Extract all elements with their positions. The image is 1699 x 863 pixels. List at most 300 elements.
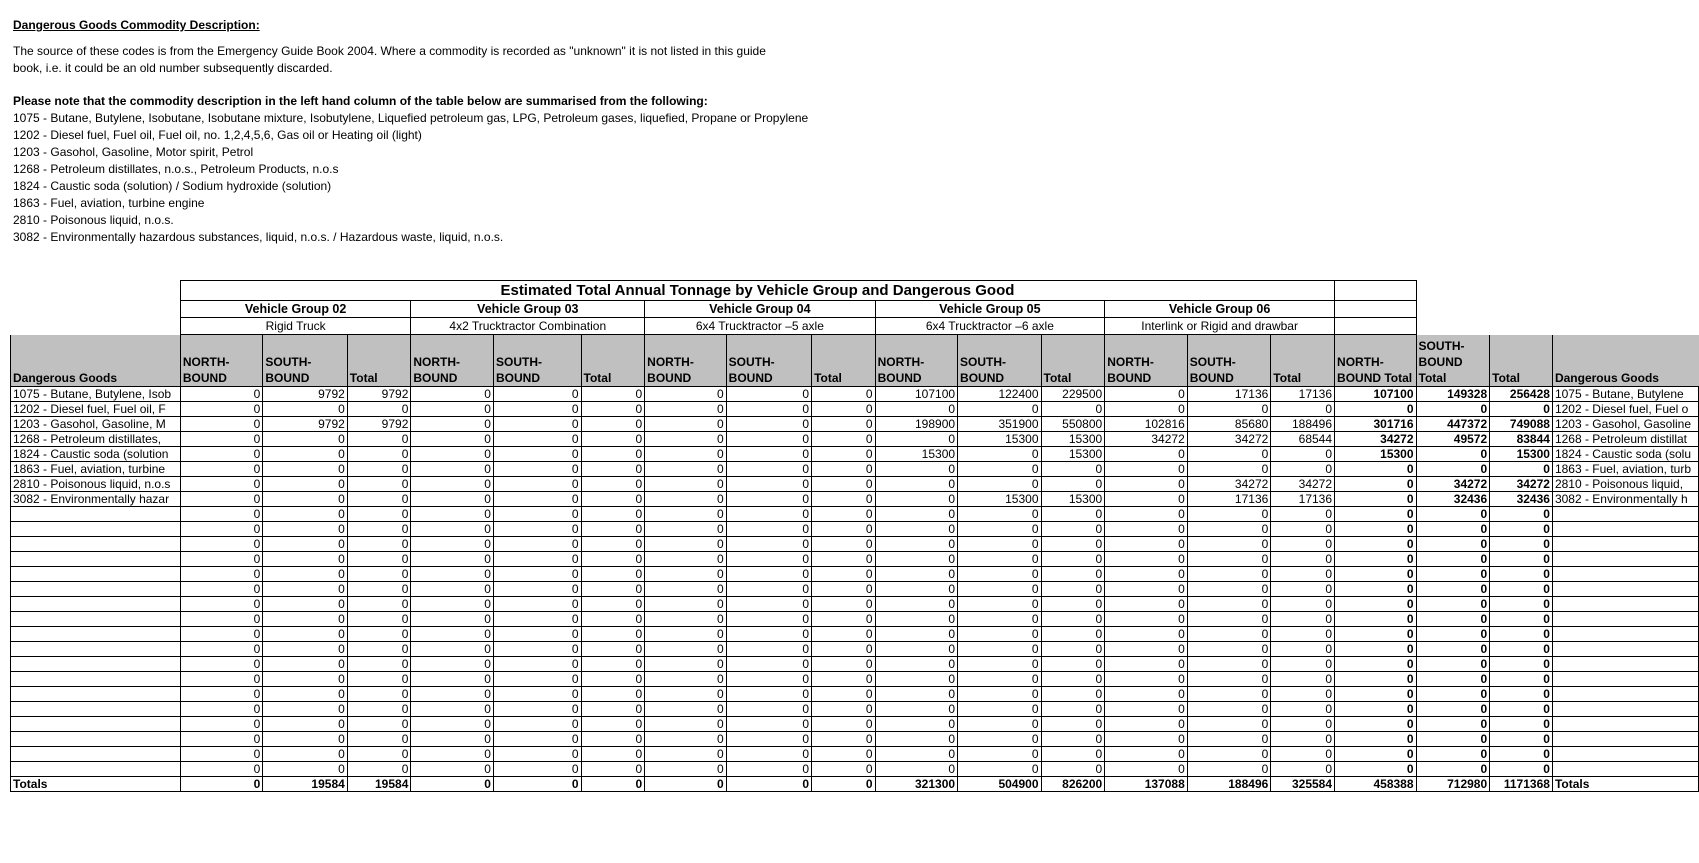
header-northbound: NORTH- BOUND bbox=[1105, 335, 1188, 387]
header-southbound: SOUTH- BOUND bbox=[263, 335, 347, 387]
value-cell: 0 bbox=[875, 597, 957, 612]
value-cell: 15300 bbox=[1041, 492, 1105, 507]
value-cell: 0 bbox=[1187, 672, 1271, 687]
spacer-cell bbox=[11, 301, 181, 318]
value-cell: 83844 bbox=[1490, 432, 1553, 447]
value-cell: 0 bbox=[1335, 642, 1417, 657]
value-cell: 0 bbox=[493, 477, 581, 492]
vehicle-group-heading: Vehicle Group 06 bbox=[1105, 301, 1335, 318]
value-cell: 0 bbox=[1271, 627, 1335, 642]
value-cell: 0 bbox=[1490, 642, 1553, 657]
value-cell: 0 bbox=[726, 732, 811, 747]
value-cell: 0 bbox=[411, 672, 494, 687]
value-cell: 19584 bbox=[347, 777, 411, 792]
value-cell: 0 bbox=[263, 657, 347, 672]
code-list-item: 1824 - Caustic soda (solution) / Sodium hydroxide (solution) bbox=[13, 179, 332, 193]
value-cell: 0 bbox=[726, 687, 811, 702]
value-cell: 0 bbox=[180, 762, 262, 777]
value-cell: 0 bbox=[581, 747, 645, 762]
value-cell: 0 bbox=[958, 582, 1041, 597]
value-cell: 0 bbox=[645, 762, 727, 777]
value-cell: 0 bbox=[645, 687, 727, 702]
spacer-cell bbox=[1490, 281, 1553, 301]
value-cell: 0 bbox=[958, 717, 1041, 732]
code-list-item: 3082 - Environmentally hazardous substances, liquid, n.o.s. / Hazardous waste, liquid, n.o.s. bbox=[13, 230, 504, 244]
intro-source-line-2: book, i.e. it could be an old number subsequently discarded. bbox=[13, 61, 333, 75]
value-cell: 0 bbox=[347, 747, 411, 762]
value-cell: 0 bbox=[1187, 462, 1271, 477]
value-cell: 0 bbox=[1490, 747, 1553, 762]
value-cell: 0 bbox=[493, 717, 581, 732]
row-label-right bbox=[1552, 657, 1698, 672]
value-cell: 0 bbox=[1105, 747, 1188, 762]
value-cell: 0 bbox=[1335, 402, 1417, 417]
value-cell: 0 bbox=[645, 447, 727, 462]
table-row bbox=[11, 702, 1699, 717]
value-cell: 0 bbox=[581, 432, 645, 447]
value-cell: 0 bbox=[581, 777, 645, 792]
value-cell: 0 bbox=[411, 582, 494, 597]
value-cell: 0 bbox=[180, 672, 262, 687]
value-cell: 0 bbox=[726, 657, 811, 672]
value-cell: 0 bbox=[581, 537, 645, 552]
row-label-right bbox=[1552, 612, 1698, 627]
value-cell: 0 bbox=[1490, 597, 1553, 612]
value-cell: 0 bbox=[1041, 627, 1105, 642]
header-northbound: NORTH- BOUND bbox=[875, 335, 957, 387]
row-label-right bbox=[1552, 627, 1698, 642]
value-cell: 107100 bbox=[875, 387, 957, 402]
vehicle-group-heading: Vehicle Group 03 bbox=[411, 301, 645, 318]
table-row bbox=[11, 657, 1699, 672]
value-cell: 0 bbox=[726, 717, 811, 732]
row-label-right: 1824 - Caustic soda (solu bbox=[1552, 447, 1698, 462]
value-cell: 0 bbox=[411, 432, 494, 447]
value-cell: 0 bbox=[726, 537, 811, 552]
value-cell: 0 bbox=[958, 732, 1041, 747]
value-cell: 0 bbox=[1041, 732, 1105, 747]
value-cell: 0 bbox=[581, 567, 645, 582]
value-cell: 0 bbox=[1335, 492, 1417, 507]
value-cell: 0 bbox=[1187, 612, 1271, 627]
value-cell: 0 bbox=[1105, 672, 1188, 687]
row-label-right bbox=[1552, 762, 1698, 777]
value-cell: 749088 bbox=[1490, 417, 1553, 432]
value-cell: 0 bbox=[1335, 477, 1417, 492]
value-cell: 0 bbox=[263, 702, 347, 717]
value-cell: 0 bbox=[581, 717, 645, 732]
value-cell: 0 bbox=[875, 642, 957, 657]
value-cell: 0 bbox=[1335, 747, 1417, 762]
table-row bbox=[11, 582, 1699, 597]
code-list-item: 1268 - Petroleum distillates, n.o.s., Petroleum Products, n.o.s bbox=[13, 162, 339, 176]
value-cell: 0 bbox=[493, 537, 581, 552]
value-cell: 0 bbox=[726, 612, 811, 627]
value-cell: 0 bbox=[180, 597, 262, 612]
table-row bbox=[11, 552, 1699, 567]
value-cell: 0 bbox=[1187, 732, 1271, 747]
value-cell: 0 bbox=[1335, 612, 1417, 627]
value-cell: 0 bbox=[411, 387, 494, 402]
vehicle-group-heading: Vehicle Group 05 bbox=[875, 301, 1105, 318]
value-cell: 0 bbox=[180, 702, 262, 717]
value-cell: 0 bbox=[875, 672, 957, 687]
value-cell: 0 bbox=[812, 672, 875, 687]
value-cell: 0 bbox=[1490, 612, 1553, 627]
header-southbound: SOUTH- BOUND bbox=[726, 335, 811, 387]
value-cell: 0 bbox=[347, 432, 411, 447]
value-cell: 0 bbox=[812, 762, 875, 777]
value-cell: 0 bbox=[411, 732, 494, 747]
value-cell: 0 bbox=[1041, 612, 1105, 627]
value-cell: 0 bbox=[493, 582, 581, 597]
spacer-cell bbox=[1416, 281, 1490, 301]
value-cell: 0 bbox=[645, 732, 727, 747]
value-cell: 550800 bbox=[1041, 417, 1105, 432]
value-cell: 0 bbox=[812, 612, 875, 627]
value-cell: 0 bbox=[1041, 717, 1105, 732]
value-cell: 0 bbox=[1335, 507, 1417, 522]
value-cell: 122400 bbox=[958, 387, 1041, 402]
table-row bbox=[11, 477, 1699, 492]
value-cell: 0 bbox=[581, 657, 645, 672]
header-dangerous-goods-right: Dangerous Goods bbox=[1552, 335, 1698, 387]
value-cell: 0 bbox=[347, 762, 411, 777]
value-cell: 9792 bbox=[347, 387, 411, 402]
value-cell: 0 bbox=[726, 402, 811, 417]
value-cell: 447372 bbox=[1416, 417, 1490, 432]
value-cell: 0 bbox=[347, 582, 411, 597]
value-cell: 0 bbox=[875, 552, 957, 567]
value-cell: 0 bbox=[958, 762, 1041, 777]
vehicle-group-subtitle: 6x4 Trucktractor –6 axle bbox=[875, 318, 1105, 335]
value-cell: 0 bbox=[875, 612, 957, 627]
value-cell: 0 bbox=[347, 462, 411, 477]
value-cell: 0 bbox=[411, 507, 494, 522]
value-cell: 0 bbox=[263, 597, 347, 612]
value-cell: 0 bbox=[1105, 462, 1188, 477]
value-cell: 0 bbox=[645, 657, 727, 672]
value-cell: 137088 bbox=[1105, 777, 1188, 792]
vehicle-group-subtitle: Rigid Truck bbox=[180, 318, 411, 335]
value-cell: 0 bbox=[347, 522, 411, 537]
value-cell: 0 bbox=[958, 702, 1041, 717]
value-cell: 0 bbox=[1416, 732, 1490, 747]
value-cell: 0 bbox=[1416, 657, 1490, 672]
row-label-right: 1863 - Fuel, aviation, turb bbox=[1552, 462, 1698, 477]
value-cell: 0 bbox=[726, 762, 811, 777]
value-cell: 0 bbox=[1041, 522, 1105, 537]
value-cell: 0 bbox=[1416, 702, 1490, 717]
value-cell: 0 bbox=[581, 597, 645, 612]
value-cell: 0 bbox=[493, 747, 581, 762]
value-cell: 0 bbox=[875, 462, 957, 477]
value-cell: 0 bbox=[493, 507, 581, 522]
value-cell: 0 bbox=[263, 462, 347, 477]
row-label bbox=[11, 657, 181, 672]
value-cell: 0 bbox=[1416, 522, 1490, 537]
value-cell: 0 bbox=[347, 732, 411, 747]
value-cell: 0 bbox=[1416, 627, 1490, 642]
value-cell: 0 bbox=[1416, 597, 1490, 612]
value-cell: 0 bbox=[726, 477, 811, 492]
table-row bbox=[11, 627, 1699, 642]
value-cell: 0 bbox=[958, 507, 1041, 522]
value-cell: 102816 bbox=[1105, 417, 1188, 432]
value-cell: 0 bbox=[1041, 672, 1105, 687]
table-row bbox=[11, 567, 1699, 582]
row-label: 1824 - Caustic soda (solution bbox=[11, 447, 181, 462]
value-cell: 34272 bbox=[1105, 432, 1188, 447]
row-label bbox=[11, 687, 181, 702]
value-cell: 0 bbox=[1416, 612, 1490, 627]
value-cell: 0 bbox=[1335, 672, 1417, 687]
value-cell: 0 bbox=[726, 597, 811, 612]
table-title: Estimated Total Annual Tonnage by Vehicle Group and Dangerous Good bbox=[180, 281, 1334, 301]
row-label bbox=[11, 507, 181, 522]
value-cell: 0 bbox=[1271, 582, 1335, 597]
value-cell: 0 bbox=[1105, 387, 1188, 402]
value-cell: 0 bbox=[1041, 702, 1105, 717]
table-row bbox=[11, 492, 1699, 507]
value-cell: 0 bbox=[726, 522, 811, 537]
value-cell: 712980 bbox=[1416, 777, 1490, 792]
value-cell: 0 bbox=[812, 402, 875, 417]
value-cell: 0 bbox=[581, 507, 645, 522]
value-cell: 0 bbox=[1105, 537, 1188, 552]
value-cell: 0 bbox=[1105, 627, 1188, 642]
value-cell: 0 bbox=[1187, 702, 1271, 717]
value-cell: 0 bbox=[958, 462, 1041, 477]
value-cell: 0 bbox=[1490, 537, 1553, 552]
header-northbound: NORTH- BOUND bbox=[180, 335, 262, 387]
row-label bbox=[11, 612, 181, 627]
value-cell: 0 bbox=[645, 627, 727, 642]
value-cell: 0 bbox=[726, 672, 811, 687]
value-cell: 0 bbox=[645, 552, 727, 567]
value-cell: 0 bbox=[812, 417, 875, 432]
value-cell: 0 bbox=[1271, 552, 1335, 567]
header-total: Total bbox=[812, 335, 875, 387]
value-cell: 15300 bbox=[958, 432, 1041, 447]
value-cell: 0 bbox=[1490, 627, 1553, 642]
value-cell: 0 bbox=[1187, 642, 1271, 657]
value-cell: 0 bbox=[812, 477, 875, 492]
code-list-item: 1075 - Butane, Butylene, Isobutane, Isobutane mixture, Isobutylene, Liquefied petroleum gas, LPG, Petroleum gases, liquefied, Propane or Propylene bbox=[13, 111, 809, 125]
code-list-item: 1202 - Diesel fuel, Fuel oil, Fuel oil, no. 1,2,4,5,6, Gas oil or Heating oil (light) bbox=[13, 128, 422, 142]
value-cell: 0 bbox=[1105, 477, 1188, 492]
value-cell: 0 bbox=[1271, 702, 1335, 717]
value-cell: 9792 bbox=[263, 387, 347, 402]
value-cell: 0 bbox=[180, 717, 262, 732]
row-label bbox=[11, 642, 181, 657]
header-northbound: NORTH- BOUND bbox=[645, 335, 727, 387]
row-label-right: 2810 - Poisonous liquid, bbox=[1552, 477, 1698, 492]
value-cell: 0 bbox=[1187, 507, 1271, 522]
value-cell: 0 bbox=[493, 447, 581, 462]
value-cell: 0 bbox=[1335, 657, 1417, 672]
value-cell: 0 bbox=[1187, 597, 1271, 612]
value-cell: 0 bbox=[581, 642, 645, 657]
value-cell: 0 bbox=[493, 672, 581, 687]
value-cell: 0 bbox=[1335, 522, 1417, 537]
value-cell: 198900 bbox=[875, 417, 957, 432]
value-cell: 0 bbox=[581, 552, 645, 567]
value-cell: 0 bbox=[411, 402, 494, 417]
table-row bbox=[11, 597, 1699, 612]
value-cell: 0 bbox=[726, 447, 811, 462]
value-cell: 0 bbox=[347, 642, 411, 657]
value-cell: 0 bbox=[411, 462, 494, 477]
value-cell: 15300 bbox=[1490, 447, 1553, 462]
value-cell: 301716 bbox=[1335, 417, 1417, 432]
value-cell: 0 bbox=[347, 702, 411, 717]
row-label-right bbox=[1552, 582, 1698, 597]
value-cell: 0 bbox=[875, 582, 957, 597]
value-cell: 0 bbox=[1335, 687, 1417, 702]
value-cell: 0 bbox=[493, 402, 581, 417]
value-cell: 0 bbox=[1041, 477, 1105, 492]
value-cell: 0 bbox=[812, 387, 875, 402]
code-list-item: 1863 - Fuel, aviation, turbine engine bbox=[13, 196, 205, 210]
value-cell: 0 bbox=[1271, 567, 1335, 582]
value-cell: 0 bbox=[180, 417, 262, 432]
value-cell: 0 bbox=[263, 537, 347, 552]
value-cell: 0 bbox=[411, 567, 494, 582]
value-cell: 0 bbox=[1335, 462, 1417, 477]
table-row bbox=[11, 687, 1699, 702]
value-cell: 17136 bbox=[1187, 492, 1271, 507]
value-cell: 826200 bbox=[1041, 777, 1105, 792]
value-cell: 0 bbox=[411, 597, 494, 612]
value-cell: 0 bbox=[812, 687, 875, 702]
value-cell: 0 bbox=[347, 627, 411, 642]
value-cell: 0 bbox=[263, 432, 347, 447]
value-cell: 0 bbox=[1490, 522, 1553, 537]
row-label-right bbox=[1552, 642, 1698, 657]
value-cell: 0 bbox=[958, 597, 1041, 612]
value-cell: 0 bbox=[411, 747, 494, 762]
value-cell: 15300 bbox=[875, 447, 957, 462]
header-northbound-total: NORTH- BOUND Total bbox=[1335, 335, 1417, 387]
value-cell: 0 bbox=[493, 432, 581, 447]
value-cell: 0 bbox=[411, 417, 494, 432]
value-cell: 0 bbox=[812, 627, 875, 642]
value-cell: 0 bbox=[180, 627, 262, 642]
value-cell: 0 bbox=[1105, 447, 1188, 462]
value-cell: 0 bbox=[1041, 402, 1105, 417]
value-cell: 0 bbox=[1416, 582, 1490, 597]
value-cell: 0 bbox=[812, 432, 875, 447]
value-cell: 0 bbox=[1335, 717, 1417, 732]
value-cell: 0 bbox=[1271, 717, 1335, 732]
value-cell: 0 bbox=[493, 612, 581, 627]
value-cell: 0 bbox=[726, 462, 811, 477]
value-cell: 0 bbox=[180, 447, 262, 462]
value-cell: 0 bbox=[263, 477, 347, 492]
value-cell: 256428 bbox=[1490, 387, 1553, 402]
value-cell: 0 bbox=[493, 387, 581, 402]
value-cell: 0 bbox=[180, 537, 262, 552]
value-cell: 0 bbox=[347, 717, 411, 732]
value-cell: 9792 bbox=[347, 417, 411, 432]
value-cell: 0 bbox=[812, 447, 875, 462]
row-label bbox=[11, 702, 181, 717]
value-cell: 0 bbox=[411, 687, 494, 702]
value-cell: 0 bbox=[263, 747, 347, 762]
value-cell: 0 bbox=[1187, 657, 1271, 672]
value-cell: 0 bbox=[263, 672, 347, 687]
value-cell: 149328 bbox=[1416, 387, 1490, 402]
value-cell: 0 bbox=[1105, 762, 1188, 777]
spacer-cell bbox=[1490, 318, 1553, 335]
row-label-right bbox=[1552, 717, 1698, 732]
row-label bbox=[11, 732, 181, 747]
value-cell: 0 bbox=[411, 537, 494, 552]
header-total: Total bbox=[1041, 335, 1105, 387]
value-cell: 0 bbox=[1490, 582, 1553, 597]
value-cell: 0 bbox=[1335, 537, 1417, 552]
value-cell: 15300 bbox=[958, 492, 1041, 507]
row-label: Totals bbox=[11, 777, 181, 792]
row-label bbox=[11, 552, 181, 567]
row-label-right bbox=[1552, 732, 1698, 747]
value-cell: 0 bbox=[1105, 552, 1188, 567]
value-cell: 0 bbox=[1187, 717, 1271, 732]
value-cell: 34272 bbox=[1335, 432, 1417, 447]
value-cell: 0 bbox=[645, 717, 727, 732]
row-label: 1202 - Diesel fuel, Fuel oil, F bbox=[11, 402, 181, 417]
value-cell: 0 bbox=[875, 687, 957, 702]
value-cell: 0 bbox=[493, 567, 581, 582]
tonnage-table bbox=[10, 280, 1699, 792]
value-cell: 0 bbox=[1271, 612, 1335, 627]
value-cell: 0 bbox=[726, 702, 811, 717]
value-cell: 0 bbox=[645, 642, 727, 657]
value-cell: 0 bbox=[1105, 687, 1188, 702]
value-cell: 0 bbox=[812, 507, 875, 522]
value-cell: 0 bbox=[726, 507, 811, 522]
value-cell: 0 bbox=[1271, 447, 1335, 462]
value-cell: 17136 bbox=[1271, 492, 1335, 507]
value-cell: 0 bbox=[958, 552, 1041, 567]
row-label: 2810 - Poisonous liquid, n.o.s bbox=[11, 477, 181, 492]
value-cell: 0 bbox=[726, 642, 811, 657]
value-cell: 0 bbox=[958, 747, 1041, 762]
value-cell: 0 bbox=[726, 417, 811, 432]
value-cell: 0 bbox=[645, 492, 727, 507]
value-cell: 0 bbox=[493, 777, 581, 792]
value-cell: 0 bbox=[645, 672, 727, 687]
value-cell: 0 bbox=[726, 777, 811, 792]
value-cell: 0 bbox=[180, 732, 262, 747]
value-cell: 0 bbox=[645, 522, 727, 537]
table-row bbox=[11, 762, 1699, 777]
value-cell: 0 bbox=[645, 462, 727, 477]
value-cell: 0 bbox=[726, 387, 811, 402]
value-cell: 0 bbox=[180, 432, 262, 447]
value-cell: 0 bbox=[875, 717, 957, 732]
value-cell: 0 bbox=[812, 492, 875, 507]
value-cell: 0 bbox=[875, 492, 957, 507]
row-label: 1075 - Butane, Butylene, Isob bbox=[11, 387, 181, 402]
value-cell: 0 bbox=[875, 567, 957, 582]
row-label-right: 1202 - Diesel fuel, Fuel o bbox=[1552, 402, 1698, 417]
value-cell: 0 bbox=[1105, 567, 1188, 582]
table-row bbox=[11, 747, 1699, 762]
vehicle-group-heading: Vehicle Group 04 bbox=[645, 301, 875, 318]
value-cell: 0 bbox=[812, 777, 875, 792]
